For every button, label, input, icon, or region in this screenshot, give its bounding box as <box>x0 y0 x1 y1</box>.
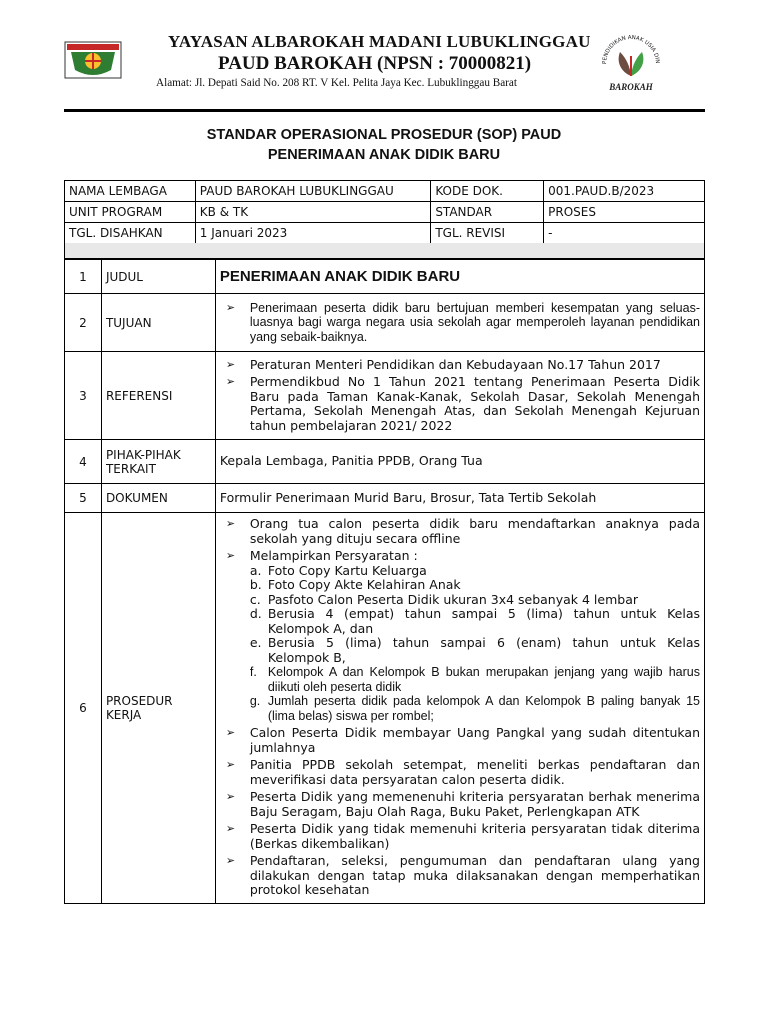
table-row <box>65 352 705 440</box>
letterhead <box>0 0 768 115</box>
table-row <box>65 294 705 352</box>
arrow-bullet-icon: ➢ <box>225 517 236 530</box>
header-divider <box>64 109 705 112</box>
arrow-bullet-icon: ➢ <box>225 357 236 371</box>
arrow-bullet-icon: ➢ <box>225 790 236 803</box>
meta-label: TGL. DISAHKAN <box>65 223 196 244</box>
list-item: c. Pasfoto Calon Peserta Didik ukuran 3x4 sebanyak 4 lembar <box>249 591 639 607</box>
list-item: ➢ Peserta Didik yang tidak memenuhi kriteria persyaratan tidak diterima (Berkas dikembalikan) <box>225 821 700 851</box>
list-item: d. Berusia 4 (empat) tahun sampai 5 (lima) tahun untuk Kelas Kelompok A, dan <box>249 606 700 636</box>
meta-value: PAUD BAROKAH LUBUKLINGGAU <box>195 181 431 202</box>
meta-value: PROSES <box>544 202 705 223</box>
row-value: Formulir Penerimaan Murid Baru, Brosur, Tata Tertib Sekolah <box>215 484 704 513</box>
arrow-bullet-icon: ➢ <box>225 375 236 389</box>
row-number: 3 <box>65 352 102 440</box>
meta-label: STANDAR <box>431 202 544 223</box>
arrow-bullet-icon: ➢ <box>225 822 236 835</box>
list-item: ➢ Orang tua calon peserta didik baru mendaftarkan anaknya pada sekolah yang dituju secara offline <box>225 516 700 546</box>
list-item: ➢ Peraturan Menteri Pendidikan dan Kebudayaan No.17 Tahun 2017 <box>225 356 661 372</box>
table-row <box>65 440 705 484</box>
arrow-bullet-icon: ➢ <box>225 854 236 867</box>
school-name: PAUD BAROKAH (NPSN : 70000821) <box>218 53 532 74</box>
list-item: a. Foto Copy Kartu Keluarga <box>249 562 427 578</box>
row-label: REFERENSI <box>101 352 215 440</box>
row-number: 1 <box>65 260 102 294</box>
list-item: ➢ Panitia PPDB sekolah setempat, meneliti berkas pendaftaran dan meverifikasi data persyaratan calon peserta didik. <box>225 757 700 787</box>
school-address: Alamat: Jl. Depati Said No. 208 RT. V Kel. Pelita Jaya Kec. Lubuklinggau Barat <box>156 77 517 89</box>
table-row <box>65 260 705 294</box>
row-label: DOKUMEN <box>101 484 215 513</box>
list-item: ➢ Calon Peserta Didik membayar Uang Pangkal yang sudah ditentukan jumlahnya <box>225 725 700 755</box>
row-label: PROSEDUR KERJA <box>101 513 215 904</box>
logo-arc-text: PENDIDIKAN ANAK USIA DIN <box>601 34 661 65</box>
row-number: 4 <box>65 440 102 484</box>
document-subtitle: PENERIMAAN ANAK DIDIK BARU <box>267 147 501 163</box>
table-row <box>65 484 705 513</box>
arrow-bullet-icon: ➢ <box>225 549 236 562</box>
row-label: PIHAK-PIHAK TERKAIT <box>101 440 215 484</box>
sop-table <box>64 259 705 904</box>
row-number: 2 <box>65 294 102 352</box>
logo-brand-text: BAROKAH <box>609 82 653 92</box>
list-item: ➢ Permendikbud No 1 Tahun 2021 tentang Penerimaan Peserta Didik Baru pada Taman Kanak-Kanak, Sekolah Dasar, Sekolah Menengah Pertama, Sekolah Menengah Atas, dan Sekolah Menengah Kejuruan tahun pembelajaran 2021/ 2022 <box>225 374 700 433</box>
foundation-name: YAYASAN ALBAROKAH MADANI LUBUKLINGGAU <box>168 32 591 51</box>
arrow-bullet-icon: ➢ <box>225 301 236 314</box>
row-label: JUDUL <box>101 260 215 294</box>
arrow-bullet-icon: ➢ <box>225 726 236 739</box>
meta-value: KB & TK <box>195 202 431 223</box>
list-item: ➢ Peserta Didik yang memenenuhi kriteria persyaratan berhak menerima Baju Seragam, Baju Olah Raga, Buku Paket, Perlengkapan ATK <box>225 789 700 819</box>
row-number: 6 <box>65 513 102 904</box>
document-meta-table <box>64 180 705 244</box>
meta-label: TGL. REVISI <box>431 223 544 244</box>
row-label: TUJUAN <box>101 294 215 352</box>
paud-barokah-logo <box>596 32 666 94</box>
table-row <box>65 223 705 244</box>
meta-value: 1 Januari 2023 <box>195 223 431 244</box>
meta-value: - <box>544 223 705 244</box>
arrow-bullet-icon: ➢ <box>225 758 236 771</box>
document-title: STANDAR OPERASIONAL PROSEDUR (SOP) PAUD <box>206 127 562 143</box>
svg-text:PENDIDIKAN ANAK USIA DINI <box>596 32 660 64</box>
row-value: Kepala Lembaga, Panitia PPDB, Orang Tua <box>215 440 704 484</box>
list-item: f. Kelompok A dan Kelompok B bukan merupakan jenjang yang wajib harus diikuti oleh peserta didik <box>249 665 700 694</box>
list-item: b. Foto Copy Akte Kelahiran Anak <box>249 577 461 592</box>
table-spacer <box>64 243 705 259</box>
list-item: e. Berusia 5 (lima) tahun sampai 6 (enam) tahun untuk Kelas Kelompok B, <box>249 635 700 665</box>
row-number: 5 <box>65 484 102 513</box>
list-item: ➢ Penerimaan peserta didik baru bertujuan memberi kesempatan yang seluas-luasnya bagi warga negara usia sekolah agar memperoleh layanan pendidikan yang sebaik-baiknya. <box>225 300 700 344</box>
list-item: g. Jumlah peserta didik pada kelompok A dan Kelompok B paling banyak 15 (lima belas) siswa per rombel; <box>249 694 700 723</box>
table-row <box>65 513 705 904</box>
sop-title-value: PENERIMAAN ANAK DIDIK BARU <box>215 260 704 294</box>
meta-label: UNIT PROGRAM <box>65 202 196 223</box>
table-row <box>65 181 705 202</box>
list-item: ➢ Melampirkan Persyaratan : <box>225 548 418 563</box>
meta-label: KODE DOK. <box>431 181 544 202</box>
meta-label: NAMA LEMBAGA <box>65 181 196 202</box>
list-item: ➢ Pendaftaran, seleksi, pengumuman dan pendaftaran ulang yang dilakukan dengan tatap muka dilaksanakan dengan memperhatikan protokol kesehatan <box>225 853 700 897</box>
regional-emblem-logo <box>63 40 123 80</box>
meta-value: 001.PAUD.B/2023 <box>544 181 705 202</box>
table-row <box>65 202 705 223</box>
